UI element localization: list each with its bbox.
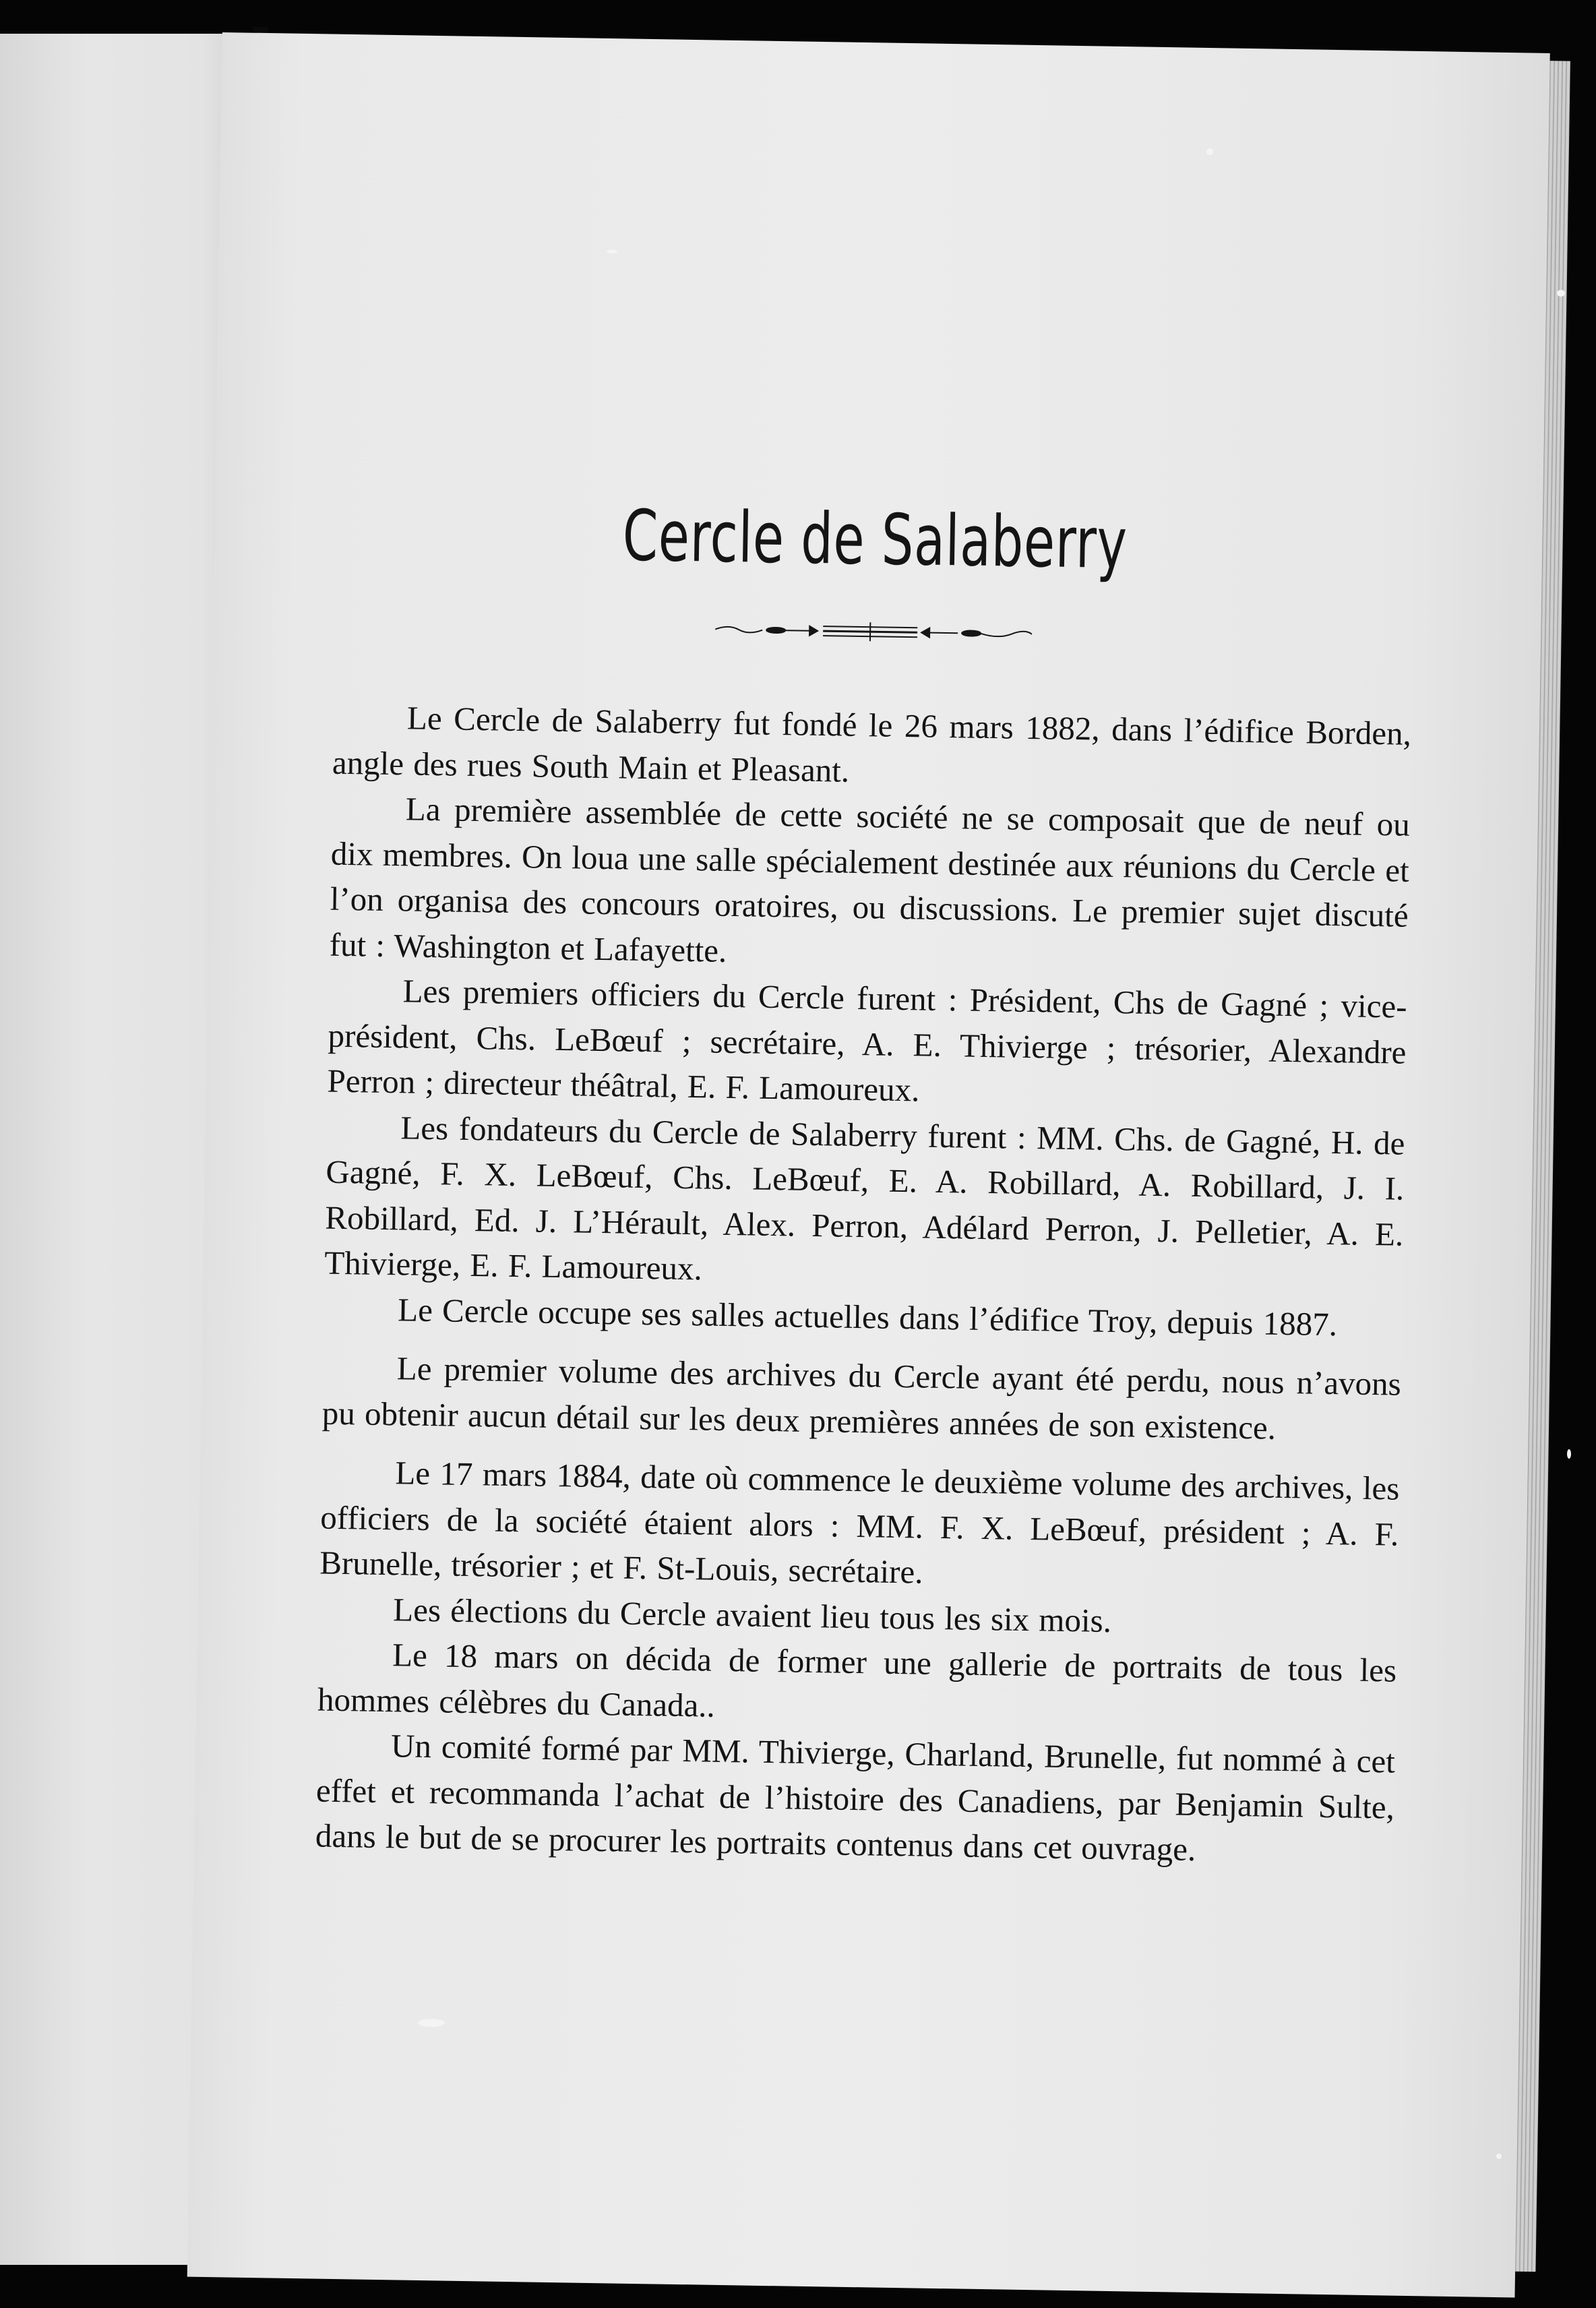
paragraph: Le Cercle de Salaberry fut fondé le 26 mars 1882, dans l’édifice Borden, angle des rues South Main et Pleasant. — [332, 699, 1412, 789]
paragraph: Le premier volume des archives du Cercle ayant été perdu, nous n’avons pu obtenir aucun détail sur les deux premières années de son existence. — [321, 1349, 1402, 1447]
scan-speck — [1496, 2154, 1502, 2159]
right-page — [187, 32, 1550, 2298]
scan-speck — [607, 249, 617, 253]
scan-speck — [1206, 148, 1213, 155]
scan-speck — [418, 2019, 445, 2027]
paragraph: La première assemblée de cette société ne se composait que de neuf ou dix membres. On loua une salle spécialement destinée aux réunions du Cercle et l’on organisa des concours oratoires, ou discussions. Le premier sujet discuté fut : Washington et Lafayette. — [329, 790, 1411, 969]
paragraph: Le Cercle occupe ses salles actuelles dans l’édifice Troy, depuis 1887. — [397, 1291, 1338, 1343]
body-text — [315, 694, 1411, 1875]
paragraph: Le 18 mars on décida de former une gallerie de portraits de tous les hommes célèbres du Canada.. — [317, 1636, 1397, 1724]
paragraph: Le 17 mars 1884, date où commence le deuxième volume des archives, les officiers de la société étaient alors : MM. F. X. LeBœuf, président ; A. F. Brunelle, trésorier ; et F. St-Louis, secrétaire. — [319, 1454, 1400, 1591]
page-title: Cercle de Salaberry — [622, 494, 1128, 585]
scan-speck — [1567, 1449, 1571, 1459]
scan-speck — [1557, 290, 1565, 297]
ornamental-divider — [715, 616, 1033, 648]
page-content — [315, 493, 1415, 1876]
paragraph: Les élections du Cercle avaient lieu tous les six mois. — [392, 1591, 1112, 1639]
paragraph: Les premiers officiers du Cercle furent : Président, Chs de Gagné ; vice-président, Chs. LeBœuf ; secrétaire, A. E. Thivierge ; trésorier, Alexandre Perron ; directeur théâtral, E. F. Lamoureux. — [327, 972, 1407, 1109]
paragraph: Un comité formé par MM. Thivierge, Charland, Brunelle, fut nommé à cet effet et recommanda l’achat de l’histoire des Canadiens, par Benjamin Sulte, dans le but de se procurer les portraits contenus dans cet ouvrage. — [315, 1727, 1396, 1869]
paragraph: Les fondateurs du Cercle de Salaberry furent : MM. Chs. de Gagné, H. de Gagné, F. X. LeBœuf, Chs. LeBœuf, E. A. Robillard, A. Robillard, J. I. Robillard, Ed. J. L’Hérault, Alex. Perron, Adélard Perron, J. Pelletier, A. E. Thivierge, E. F. Lamoureux. — [324, 1109, 1405, 1287]
